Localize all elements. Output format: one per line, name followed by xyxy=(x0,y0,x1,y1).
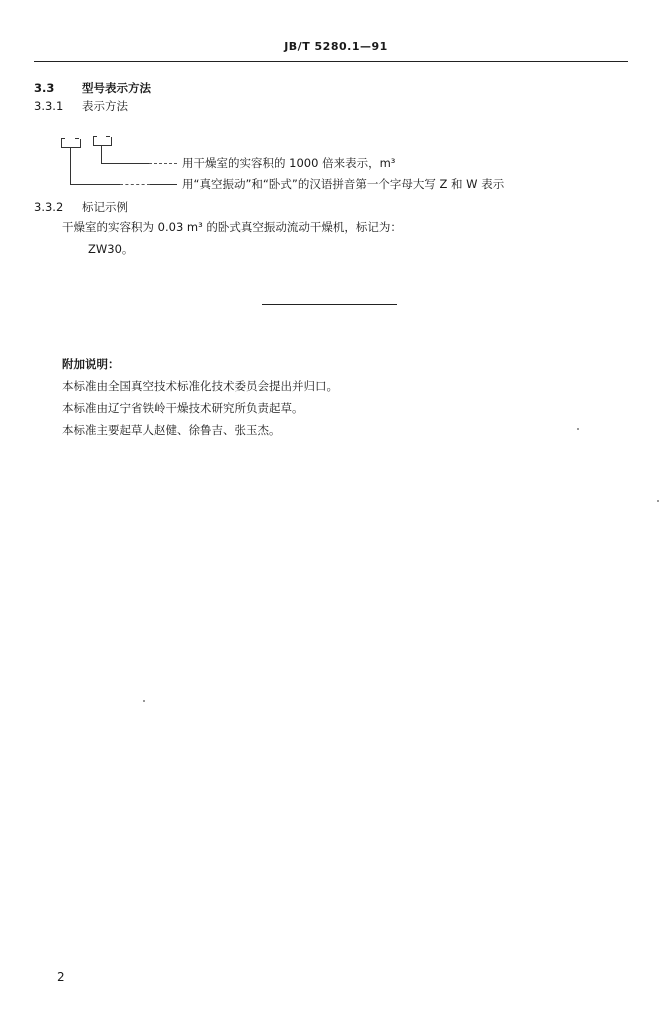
scan-speck xyxy=(143,700,145,702)
section-number: 3.3.1 xyxy=(34,99,64,113)
appendix-line: 本标准主要起草人赵健、徐鲁吉、张玉杰。 xyxy=(62,423,281,437)
leader-horizontal-2b xyxy=(150,184,177,185)
leader-dashed-1 xyxy=(149,163,177,164)
standard-number-header: JB/T 5280.1—91 xyxy=(284,40,388,53)
leader-horizontal-1 xyxy=(101,163,149,164)
diagram-label-letters: 用“真空振动”和“卧式”的汉语拼音第一个字母大写 Z 和 W 表示 xyxy=(182,177,505,191)
leader-vertical-2 xyxy=(70,148,71,184)
box-tick xyxy=(93,136,97,137)
leader-dashed-2 xyxy=(120,184,150,185)
number-code-box xyxy=(93,137,112,146)
section-3-3-heading xyxy=(34,81,151,95)
section-title: 型号表示方法 xyxy=(82,81,151,95)
box-tick xyxy=(61,138,65,139)
section-3-3-2-heading xyxy=(34,200,128,214)
header-rule xyxy=(34,61,628,62)
marking-example-text: 干燥室的实容积为 0.03 m³ 的卧式真空振动流动干燥机，标记为： xyxy=(62,220,402,234)
letter-code-box xyxy=(61,139,81,148)
scan-speck xyxy=(657,500,659,502)
section-number: 3.3 xyxy=(34,81,55,95)
section-title: 表示方法 xyxy=(82,99,128,113)
appendix-title: 附加说明： xyxy=(62,357,120,371)
diagram-label-number: 用干燥室的实容积的 1000 倍来表示，m³ xyxy=(182,156,396,170)
box-tick xyxy=(106,136,110,137)
section-3-3-1-heading xyxy=(34,99,128,113)
page-number: 2 xyxy=(57,970,65,984)
appendix-line: 本标准由辽宁省铁岭干燥技术研究所负责起草。 xyxy=(62,401,304,415)
end-of-text-rule xyxy=(262,304,397,305)
marking-example-code: ZW30。 xyxy=(88,242,134,256)
section-number: 3.3.2 xyxy=(34,200,64,214)
section-title: 标记示例 xyxy=(82,200,128,214)
leader-horizontal-2 xyxy=(70,184,120,185)
leader-vertical-1 xyxy=(101,146,102,163)
appendix-line: 本标准由全国真空技术标准化技术委员会提出并归口。 xyxy=(62,379,338,393)
box-tick xyxy=(75,138,79,139)
scan-speck xyxy=(577,428,579,430)
